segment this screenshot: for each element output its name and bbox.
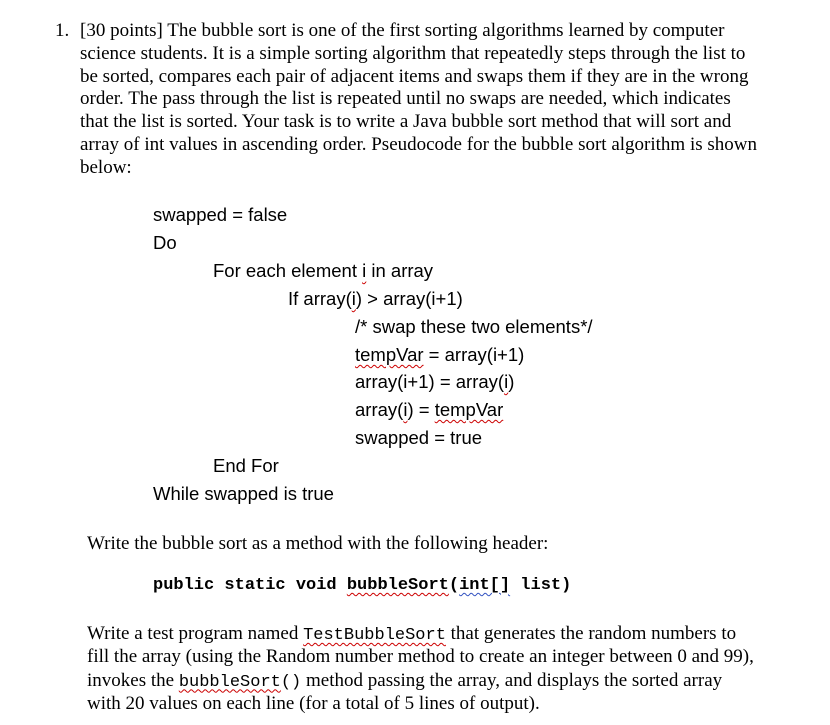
question-number: 1. [55,20,70,41]
text: i [362,260,367,281]
method-header [153,576,571,595]
text: in array [366,260,434,281]
intro-line: [30 points] The bubble sort is one of the first sorting algorithms learned by computer [80,20,725,41]
task-line: with 20 values on each line (for a total of 5 lines of output). [87,692,540,714]
question-intro [80,20,757,180]
text: = array(i+1) [423,344,525,365]
pseudo-line: swapped = true [355,427,483,448]
text: array(i+1) = array( [355,371,505,392]
pseudo-line: Do [153,232,177,253]
task-line [87,670,754,693]
intro-line: below: [80,156,132,178]
text: invokes the [87,669,179,691]
text: tempVar [355,344,424,365]
pseudo-line [213,260,433,282]
text: ( [448,576,460,595]
pseudo-line: /* swap these two elements*/ [355,316,593,337]
intro-line: science students. It is a simple sorting algorithm that repeatedly steps through the list to [80,42,746,64]
text: method passing the array, and displays the sorted array [301,669,723,691]
text: list) [510,576,572,595]
text: int[] [459,576,511,595]
header-intro: Write the bubble sort as a method with the following header: [87,533,549,554]
task-paragraph [87,623,754,716]
text: ) [508,371,515,392]
intro-line: that the list is sorted. Your task is to write a Java bubble sort method that will sort and [80,111,732,133]
text: Write a test program named [87,623,304,644]
class-name: TestBubbleSort [303,626,446,645]
task-line [87,623,754,646]
pseudo-line: swapped = false [153,204,288,225]
intro-line: be sorted, compares each pair of adjacent items and swaps them if they are in the wrong [80,65,749,87]
text: i [351,288,356,309]
pseudo-line [355,344,524,366]
pseudo-line [355,399,503,421]
text: For each element [213,260,363,281]
text: i [504,371,509,392]
task-line: fill the array (using the Random number method to create an integer between 0 and 99), [87,646,754,668]
intro-line: array of int values in ascending order. Pseudocode for the bubble sort algorithm is shown [80,133,757,155]
intro-line: order. The pass through the list is repeated until no swaps are needed, which indicates [80,88,731,110]
text: ) = [407,399,435,420]
text: If array( [288,288,352,309]
text: public static void [153,576,347,595]
method-name: bubbleSort [178,672,281,692]
pseudo-line: End For [213,455,279,476]
pseudo-line [288,288,463,310]
text: array( [355,399,404,420]
text: ) > array(i+1) [355,288,463,309]
text: tempVar [434,399,504,420]
text: bubbleSort [346,576,449,595]
pseudo-line: While swapped is true [153,483,334,504]
text: () [280,672,302,692]
pseudo-line [355,371,514,393]
text: that generates the random numbers to [445,623,737,644]
text: i [403,399,408,420]
